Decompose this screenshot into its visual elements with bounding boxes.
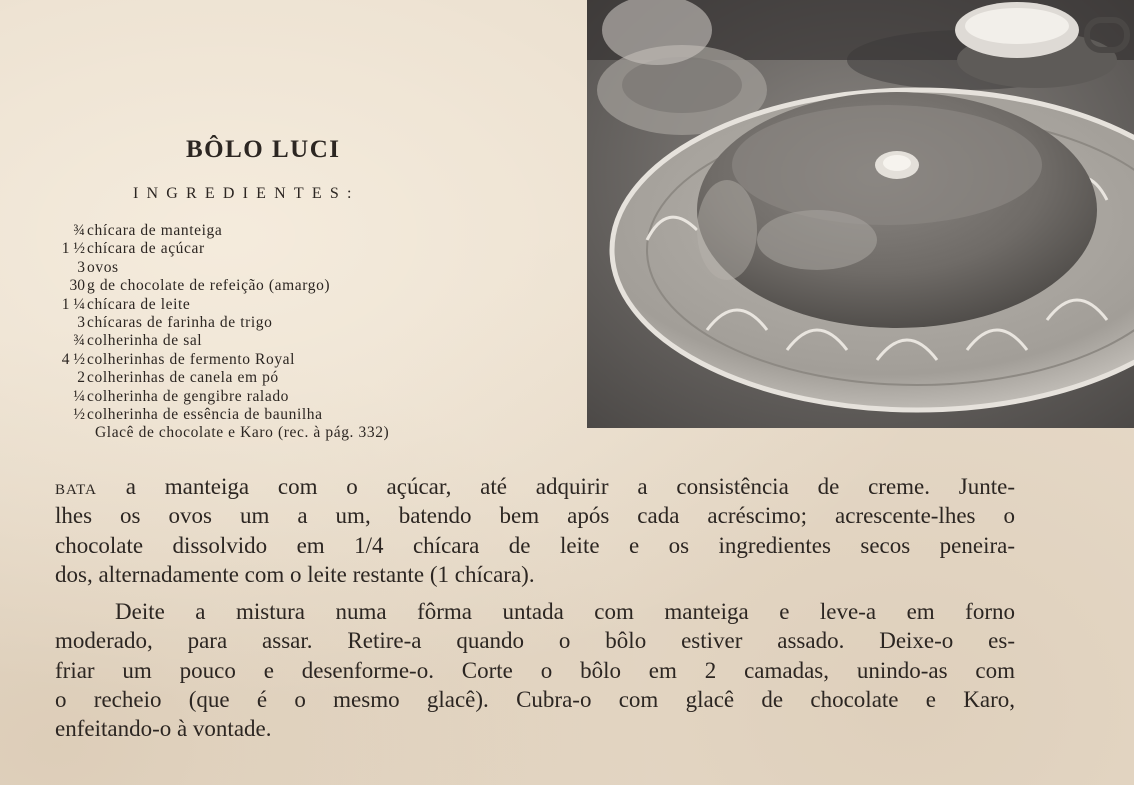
ingredient-quantity: 3	[77, 258, 85, 276]
paragraph-gap	[55, 589, 1015, 597]
method-lead-word: BATA	[55, 482, 97, 498]
method-line: moderado, para assar. Retire-a quando o bôlo estiver assado. Deixe-o es-	[55, 628, 1015, 654]
ingredient-text: colherinha de essência de baunilha	[87, 405, 323, 423]
ingredient-quantity: ¾	[73, 332, 85, 350]
ingredient-quantity: 30	[69, 277, 85, 295]
ingredient-text: colherinha de sal	[87, 332, 203, 350]
ingredient-quantity: 3	[77, 313, 85, 331]
ingredients-heading: INGREDIENTES:	[133, 185, 360, 202]
ingredient-quantity: 2	[77, 369, 85, 387]
ingredient-quantity: ¼	[73, 387, 85, 405]
method-line: chocolate dissolvido em 1/4 chícara de leite e os ingredientes secos peneira-	[55, 532, 1015, 558]
ingredient-text: ovos	[87, 258, 119, 276]
method-text	[55, 472, 1015, 744]
method-line: enfeitando-o à vontade.	[55, 716, 272, 742]
ingredient-text: colherinha de gengibre ralado	[87, 387, 290, 405]
method-line: friar um pouco e desenforme-o. Corte o bôlo em 2 camadas, unindo-as com	[55, 657, 1015, 683]
ingredient-text: chícara de açúcar	[87, 240, 205, 258]
ingredient-quantity: 1 ½	[61, 240, 85, 258]
ingredient-text: chícaras de farinha de trigo	[87, 313, 273, 331]
ingredient-text: colherinhas de fermento Royal	[87, 350, 296, 368]
cake-photo-illustration	[587, 0, 1134, 428]
ingredient-text: chícara de leite	[87, 295, 191, 313]
method-line-text: a manteiga com o açúcar, até adquirir a consistência de creme. Junte-	[125, 474, 1015, 499]
ingredient-quantity: 1 ¼	[61, 295, 85, 313]
cake-photo	[587, 0, 1134, 428]
ingredient-text: colherinhas de canela em pó	[87, 369, 279, 387]
method-line: lhes os ovos um a um, batendo bem após cada acréscimo; acrescente-lhes o	[55, 503, 1015, 529]
method-line: o recheio (que é o mesmo glacê). Cubra-o com glacê de chocolate e Karo,	[55, 687, 1015, 713]
recipe-title: BÔLO LUCI	[186, 136, 341, 163]
ingredient-text: chícara de manteiga	[87, 222, 223, 239]
ingredient-text: Glacê de chocolate e Karo (rec. à pág. 332)	[95, 424, 390, 442]
ingredient-quantity: 4 ½	[61, 350, 85, 368]
method-line	[55, 472, 1015, 501]
ingredient-text: g de chocolate de refeição (amargo)	[87, 277, 331, 295]
ingredient-quantity: ¾	[73, 222, 85, 239]
ingredient-quantity: ½	[73, 405, 85, 423]
method-line: Deite a mistura numa fôrma untada com manteiga e leve-a em forno	[115, 599, 1015, 625]
method-line: dos, alternadamente com o leite restante (1 chícara).	[55, 561, 535, 587]
